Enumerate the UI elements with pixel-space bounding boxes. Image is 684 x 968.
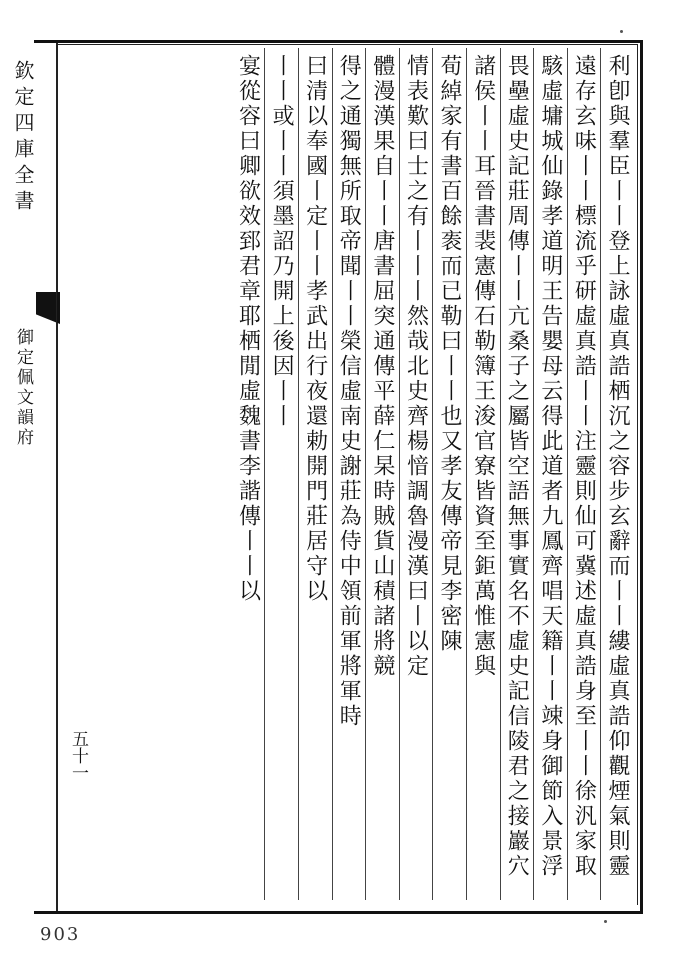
- text-column: 曰清以奉國丨定丨丨孝武出行夜還勅開門莊居守以: [298, 48, 332, 900]
- text-columns: [62, 48, 634, 900]
- text-column: 利卽與羣臣丨丨登上詠虛真誥栖沉之容步玄辭而丨丨縷虛真誥仰觀煙氣則靈: [600, 48, 634, 900]
- text-column: 荀綽家有書百餘袠而已勒曰丨丨也又孝友傳帝見李密陳: [432, 48, 466, 900]
- text-column: 駭虛墉城仙錄孝道明王告嬰母云得此道者九鳳齊唱天籍丨丨竦身御節入景浮: [533, 48, 567, 900]
- section-title: 御定佩文韻府: [13, 328, 33, 448]
- page-number: 五十一: [68, 730, 88, 781]
- text-column: 得之通獨無所取帝聞丨丨榮信虛南史謝莊為侍中領前軍將軍時: [332, 48, 366, 900]
- ink-speck: [604, 920, 607, 923]
- text-column: 宴從容曰卿欲效郅君章耶栖閒虛魏書李諧傳丨丨以: [235, 54, 261, 604]
- ink-speck: [620, 30, 623, 33]
- text-column: 情表歎曰士之有丨丨丨然哉北史齊楊愔調魯漫漢曰丨以定: [399, 48, 433, 900]
- text-column: 丨丨或丨丨須墨詔乃開上後因丨丨: [264, 48, 298, 900]
- text-column: 體漫漢果自丨丨唐書屈突通傳平薛仁杲時賊貨山積諸將競: [365, 48, 399, 900]
- bottom-mark: 903: [40, 924, 81, 945]
- text-column: 諸侯丨丨耳晉書裴憲傳石勒簿王浚官寮皆資至鉅萬惟憲與: [466, 48, 500, 900]
- text-column: 遠存玄味丨丨標流乎研虛真誥丨丨注靈則仙可冀述虛真誥身至丨丨徐汎家取: [567, 48, 601, 900]
- text-column: 畏壘虛史記莊周傳丨丨亢桑子之屬皆空語無事實名不虛史記信陵君之接巖穴: [500, 48, 534, 900]
- book-title: 欽定四庫全書: [11, 60, 35, 216]
